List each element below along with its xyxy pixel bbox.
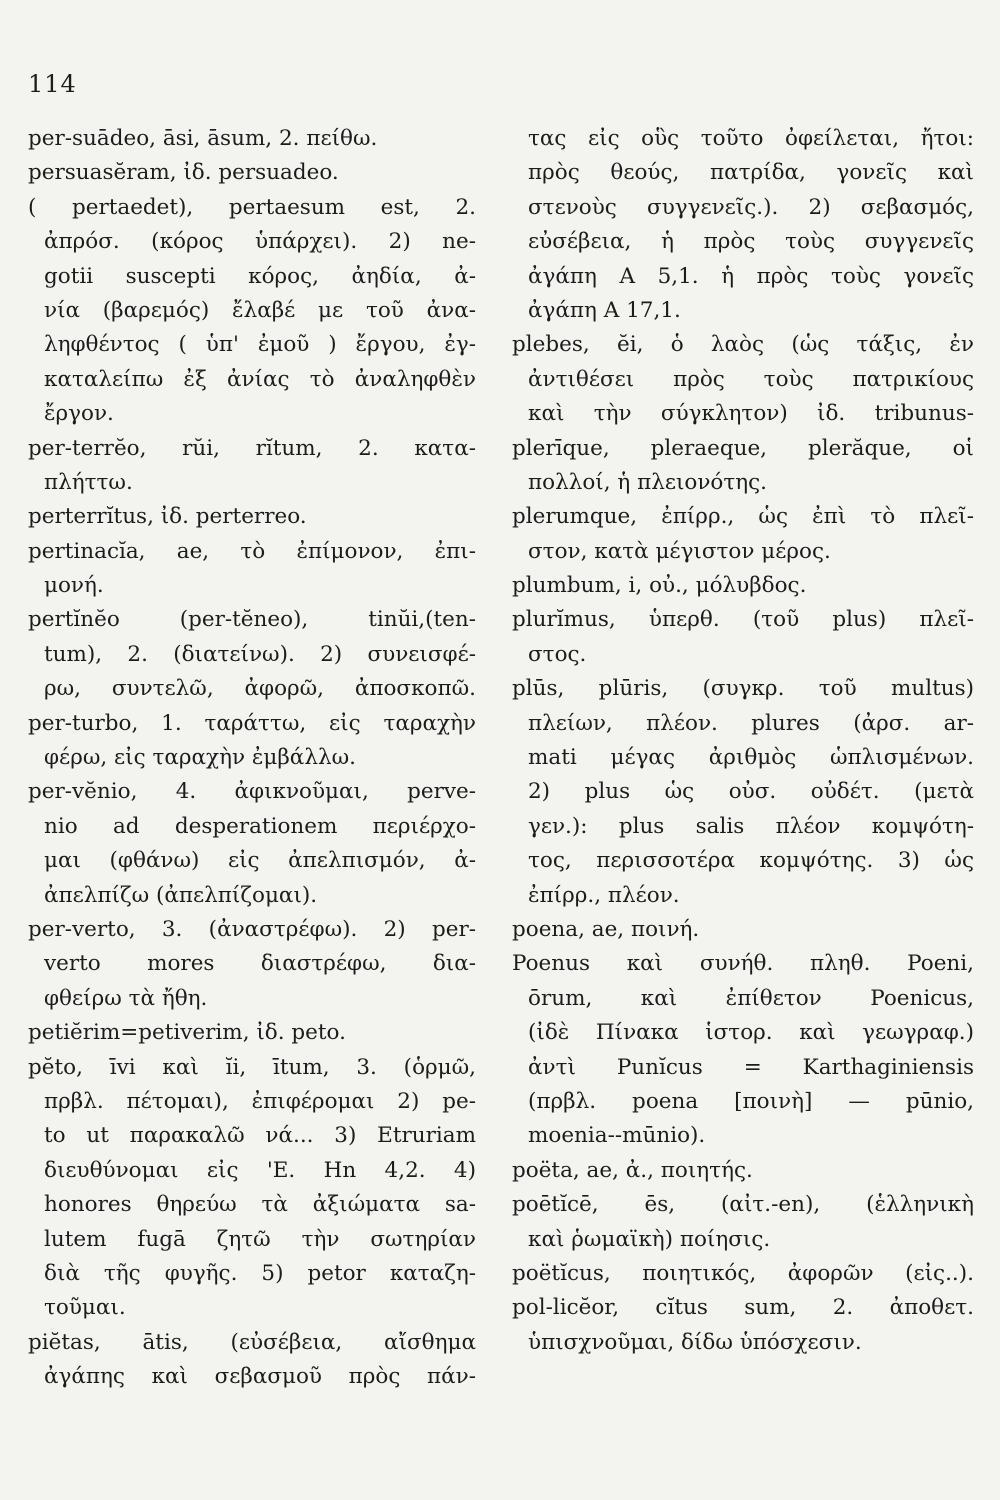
entry-continuation-line: ὑπισχνοῦμαι, δίδω ὑπόσχεσιν. <box>528 1329 862 1355</box>
entry-headword-line: plerīque, pleraeque, plerăque, οἱ <box>512 435 974 461</box>
entry-continuation-line: πλήττω. <box>44 469 133 495</box>
entry-headword-line: perterrĭtus, ἰδ. perterreo. <box>28 504 307 530</box>
entry-headword-line: pertinacĭa, ae, τὸ ἐπίμονον, ἐπι- <box>28 538 476 564</box>
entry-continuation-line: to ut παρακαλῶ νά... 3) Etruriam <box>44 1123 476 1149</box>
entry-continuation-line: verto mores διαστρέφω, δια- <box>44 951 476 977</box>
entry-headword-line: poëtĭcus, ποιητικός, ἀφορῶν (εἰς..). <box>512 1260 974 1286</box>
entry-headword-line: pĕto, īvi καὶ ĭi, ītum, 3. (ὁρμῶ, <box>28 1054 476 1080</box>
entry-continuation-line: ἀντιθέσει πρὸς τοὺς πατρικίους <box>528 366 974 392</box>
entry-continuation-line: διὰ τῆς φυγῆς. 5) petor καταζη- <box>44 1260 476 1286</box>
entry-continuation-line: γεν.): plus salis πλέον κομψότη- <box>528 813 974 839</box>
entry-continuation-line: 2) plus ὡς οὐσ. οὐδέτ. (μετὰ <box>528 779 974 805</box>
entry-continuation-line: καὶ ῥωμαϊκὴ) ποίησις. <box>528 1226 771 1252</box>
entry-continuation-line: (πρβλ. poena [ποινὴ] — pūnio, <box>528 1088 974 1114</box>
entry-headword-line: persuasĕram, ἰδ. persuadeo. <box>28 160 339 186</box>
entry-continuation-line: ἀγάπης καὶ σεβασμοῦ πρὸς πάν- <box>44 1364 476 1390</box>
page-number: 114 <box>28 70 77 98</box>
entry-continuation-line: honores θηρεύω τὰ ἀξιώματα sa- <box>44 1192 476 1218</box>
entry-continuation-line: πρὸς θεούς, πατρίδα, γονεῖς καὶ <box>528 160 974 186</box>
entry-headword-line: pol-licĕor, cĭtus sum, 2. ἀποθετ. <box>512 1295 974 1321</box>
entry-continuation-line: ληφθέντος ( ὑπ' ἐμοῦ ) ἔργου, ἐγ- <box>44 332 476 358</box>
entry-headword-line: per-turbo, 1. ταράττω, εἰς ταραχὴν <box>28 710 476 736</box>
entry-continuation-line: ἀπελπίζω (ἀπελπίζομαι). <box>44 882 318 908</box>
entry-continuation-line: ἀντὶ Punĭcus = Karthaginiensis <box>528 1054 974 1080</box>
entry-headword-line: per-verto, 3. (ἀναστρέφω). 2) per- <box>28 916 476 942</box>
entry-headword-line: ( pertaedet), pertaesum est, 2. <box>28 194 476 220</box>
entry-continuation-line: διευθύνομαι εἰς 'Ε. Hn 4,2. 4) <box>44 1157 476 1183</box>
entry-continuation-line: ōrum, καὶ ἐπίθετον Poenicus, <box>528 985 974 1011</box>
entry-continuation-line: στον, κατὰ μέγιστον μέρος. <box>528 538 831 564</box>
entry-headword-line: poëta, ae, ἀ., ποιητής. <box>512 1157 753 1183</box>
entry-continuation-line: πρβλ. πέτομαι), ἐπιφέρομαι 2) pe- <box>44 1088 476 1114</box>
entry-continuation-line: καταλείπω ἐξ ἀνίας τὸ ἀναληφθὲν <box>44 366 476 392</box>
entry-continuation-line: πολλοί, ἡ πλειονότης. <box>528 469 768 495</box>
entry-continuation-line: nio ad desperationem περιέρχο- <box>44 813 476 839</box>
entry-headword-line: Poenus καὶ συνήθ. πληθ. Poeni, <box>512 951 974 977</box>
entry-continuation-line: (ἰδὲ Πίνακα ἱστορ. καὶ γεωγραφ.) <box>528 1020 974 1046</box>
entry-headword-line: petiĕrim=petiverim, ἰδ. peto. <box>28 1020 346 1046</box>
entry-continuation-line: ἀπρόσ. (κόρος ὑπάρχει). 2) ne- <box>44 229 476 255</box>
entry-headword-line: per-vĕnio, 4. ἀφικνοῦμαι, perve- <box>28 779 476 805</box>
left-column <box>28 122 476 1394</box>
entry-continuation-line: gotii suscepti κόρος, ἀηδία, ἀ- <box>44 263 476 289</box>
entry-continuation-line: φέρω, εἰς ταραχὴν ἐμβάλλω. <box>44 745 356 771</box>
entry-continuation-line: καὶ τὴν σύγκλητον) ἰδ. tribunus- <box>528 401 974 427</box>
entry-headword-line: per-terrĕo, rŭi, rĭtum, 2. κατα- <box>28 435 476 461</box>
entry-continuation-line: τας εἰς οὓς τοῦτο ὀφείλεται, ἤτοι: <box>528 126 974 151</box>
entry-headword-line: plerumque, ἐπίρρ., ὡς ἐπὶ τὸ πλεῖ- <box>512 504 974 530</box>
entry-continuation-line: μονή. <box>44 573 104 599</box>
entry-continuation-line: ἐπίρρ., πλέον. <box>528 882 680 908</box>
entry-headword-line: piĕtas, ātis, (εὐσέβεια, αἴσθημα <box>28 1329 476 1355</box>
entry-continuation-line: νία (βαρεμός) ἔλαβέ με τοῦ ἀνα- <box>44 297 476 323</box>
entry-headword-line: plurĭmus, ὑπερθ. (τοῦ plus) πλεῖ- <box>512 607 974 633</box>
entry-continuation-line: ἔργον. <box>44 401 114 427</box>
entry-continuation-line: ἀγάπη Α 17,1. <box>528 297 681 323</box>
entry-continuation-line: μαι (φθάνω) εἰς ἀπελπισμόν, ἀ- <box>44 848 476 874</box>
entry-headword-line: poētĭcē, ēs, (αἰτ.-en), (ἑλληνικὴ <box>512 1192 974 1218</box>
entry-headword-line: plūs, plūris, (συγκρ. τοῦ multus) <box>512 676 974 702</box>
entry-headword-line: pertĭnĕo (per-tĕneo), tinŭi,(ten- <box>28 607 476 633</box>
entry-continuation-line: ρω, συντελῶ, ἀφορῶ, ἀποσκοπῶ. <box>44 676 476 702</box>
entry-continuation-line: εὐσέβεια, ἡ πρὸς τοὺς συγγενεῖς <box>528 229 974 255</box>
entry-headword-line: plebes, ĕi, ὁ λαὸς (ὡς τάξις, ἐν <box>512 332 974 358</box>
entry-headword-line: poena, ae, ποινή. <box>512 916 700 942</box>
entry-continuation-line: στενοὺς συγγενεῖς.). 2) σεβασμός, <box>528 194 974 220</box>
entry-continuation-line: tum), 2. (διατείνω). 2) συνεισφέ- <box>44 641 476 667</box>
entry-continuation-line: moenia--mūnio). <box>528 1123 706 1149</box>
right-column <box>512 122 974 1360</box>
entry-continuation-line: στος. <box>528 641 587 667</box>
entry-continuation-line: πλείων, πλέον. plures (ἀρσ. ar- <box>528 710 974 736</box>
entry-continuation-line: φθείρω τὰ ἤθη. <box>44 985 208 1011</box>
entry-continuation-line: τος, περισσοτέρα κομψότης. 3) ὡς <box>528 848 974 874</box>
entry-continuation-line: lutem fugā ζητῶ τὴν σωτηρίαν <box>44 1226 476 1252</box>
entry-continuation-line: τοῦμαι. <box>44 1295 126 1321</box>
entry-continuation-line: mati μέγας ἀριθμὸς ὡπλισμένων. <box>528 745 974 771</box>
entry-headword-line: plumbum, i, οὐ., μόλυβδος. <box>512 573 807 599</box>
entry-continuation-line: ἀγάπη Α 5,1. ἡ πρὸς τοὺς γονεῖς <box>528 263 974 289</box>
entry-headword-line: per-suādeo, āsi, āsum, 2. πείθω. <box>28 126 378 151</box>
